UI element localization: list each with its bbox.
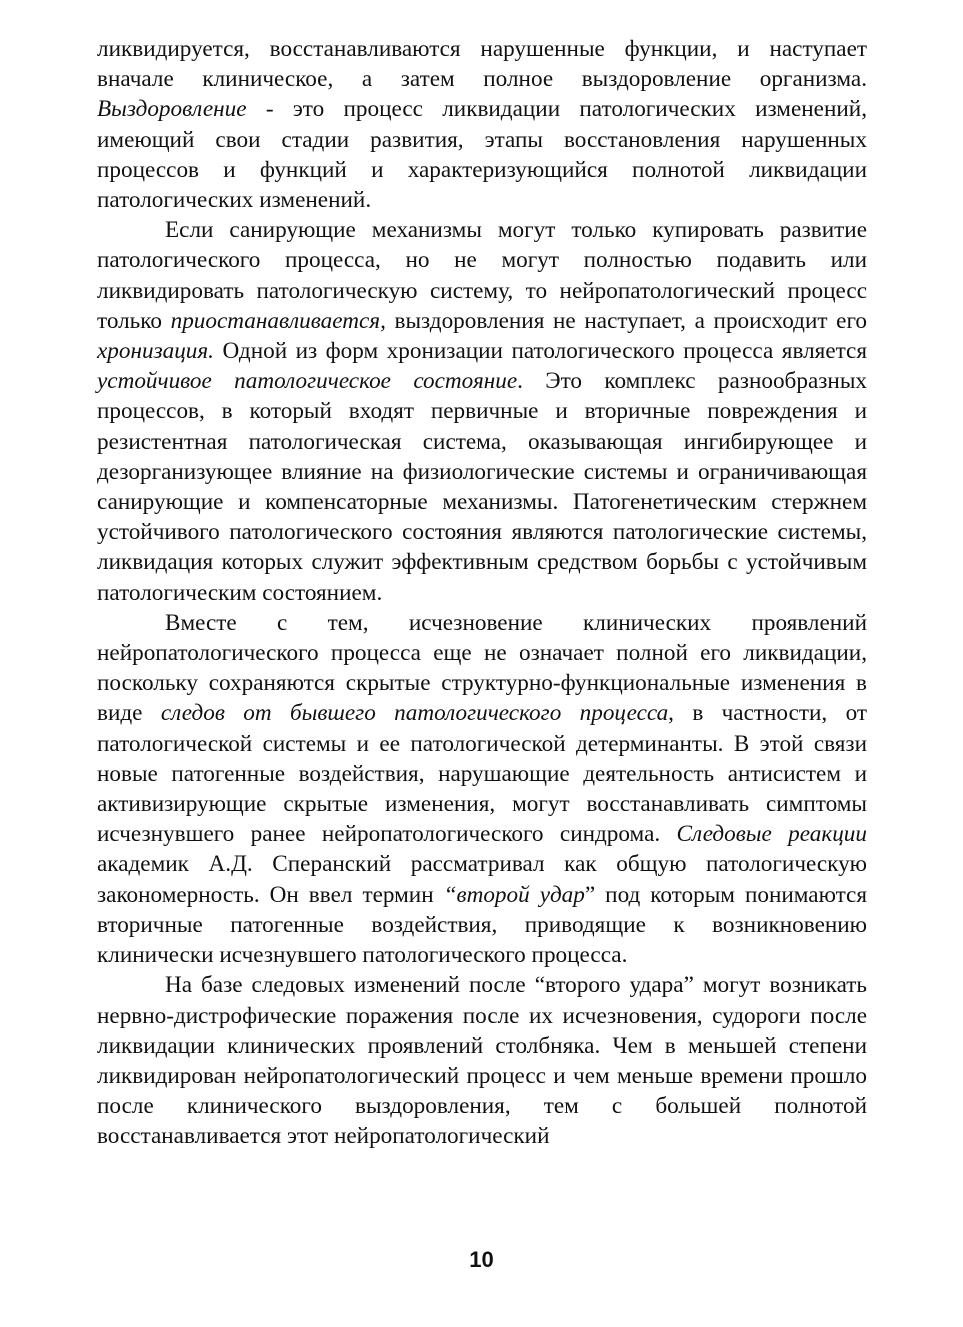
text-run: Одной из форм хронизации патологического процесса является: [213, 338, 867, 365]
italic-term: хронизация.: [97, 338, 214, 365]
text-run: , в частности, от патологической системы и ее патологической детерминанты. В этой связи новые патогенные воздействия, нарушающие деятельность антисистем и активизирующие скрытые изменения, могут восстанавливать симптомы исчезнувшего ранее нейропатологического синдрома.: [97, 700, 867, 848]
text-run: На базе следовых изменений после “второго удара” могут возникать нервно-дистрофические поражения после их исчезновения, судороги после ликвидации клинических проявлений столбняка. Чем в меньшей степени ликвидирован нейропатологический процесс и чем меньше времени прошло после клинического выздоровления, тем с большей полнотой восстанавливается этот нейропатологический: [97, 972, 867, 1150]
italic-term: следов от бывшего патологического процесса: [160, 700, 669, 727]
paragraph-2: [97, 215, 867, 608]
italic-term: “второй удар: [443, 881, 585, 908]
text-run: выздоровления не наступает, а происходит его: [385, 307, 867, 334]
paragraph-4: [97, 970, 867, 1151]
text-run: ” под которым понимаются вторичные патогенные воздействия, приводящие к возникновению клинически исчезнувшего патологического процесса.: [97, 881, 867, 969]
text-run: - это процесс ликвидации патологических изменений, имеющий свои стадии развития, этапы восстановления нарушенных процессов и функций и характеризующийся полнотой ликвидации патологических изменений.: [97, 96, 867, 214]
paragraph-3: [97, 608, 867, 970]
italic-term: устойчивое патологическое состояние: [97, 368, 518, 395]
text-run: Вместе с тем, исчезновение клинических проявлений нейропатологического процесса еще не означает полной его ликвидации, поскольку сохраняются скрытые структурно-функциональные изменения в виде: [97, 609, 867, 727]
body-text: [97, 34, 867, 1152]
text-run: Если санирующие механизмы могут только купировать развитие патологического процесса, но не могут полностью подавить или ликвидировать патологическую систему, то нейропатологический процесс только: [97, 217, 867, 334]
page-number: 10: [469, 1247, 494, 1272]
text-run: . Это комплекс разнообразных процессов, в который входят первичные и вторичные повреждения и резистентная патологическая система, оказывающая ингибирующее и дезорганизующее влияние на физиологические системы и ограничивающая санирующие и компенсаторные механизмы. Патогенетическим стержнем устойчивого патологического состояния являются патологические системы, ликвидация которых служит эффективным средством борьбы с устойчивым патологическим состоянием.: [97, 368, 867, 606]
italic-term: Следовые реакции: [676, 821, 867, 848]
paragraph-1: [97, 34, 867, 215]
text-run: ликвидируется, восстанавливаются нарушенные функции, и наступает вначале клиническое, а затем полное выздоровление организма.: [97, 36, 867, 93]
italic-term: приостанавливается,: [170, 307, 386, 334]
italic-term: Выздоровление: [97, 96, 247, 123]
text-run: академик А.Д. Сперанский рассматривал как общую патологическую закономерность. Он ввел термин: [97, 851, 867, 908]
